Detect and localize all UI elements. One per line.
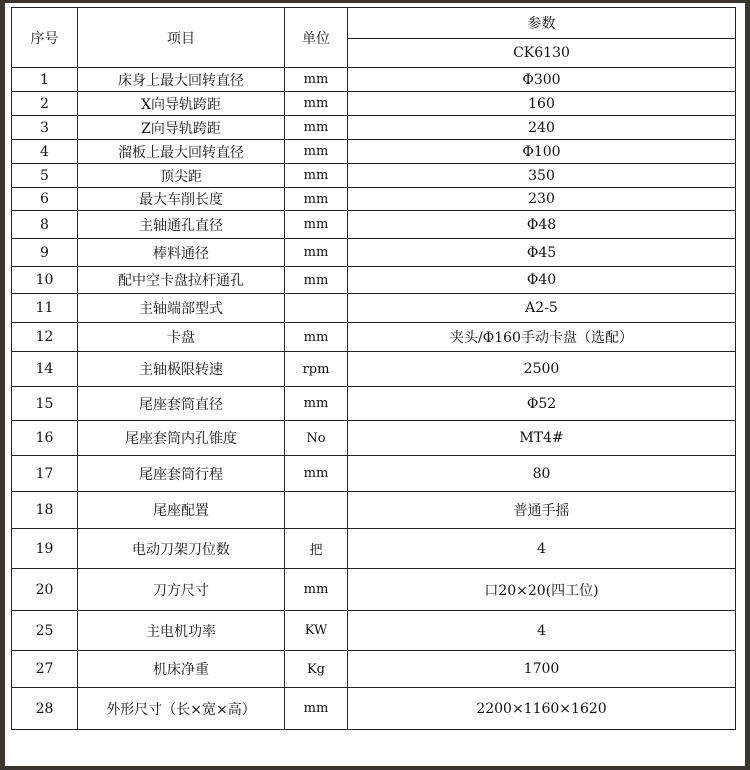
row-unit: mm [285, 688, 348, 730]
row-no: 18 [12, 492, 78, 529]
table-row [12, 68, 736, 92]
row-item: 尾座套筒行程 [78, 456, 285, 492]
table-row [12, 188, 736, 211]
row-value: Φ40 [348, 267, 736, 294]
row-value: 160 [348, 92, 736, 116]
table-row [12, 651, 736, 688]
row-item: 尾座套筒直径 [78, 387, 285, 421]
row-unit: mm [285, 164, 348, 188]
table-row [12, 239, 736, 267]
row-item: 床身上最大回转直径 [78, 68, 285, 92]
row-value: A2-5 [348, 294, 736, 323]
row-unit: mm [285, 211, 348, 239]
row-no: 10 [12, 267, 78, 294]
table-row [12, 387, 736, 421]
table-row [12, 323, 736, 352]
header-no: 序号 [12, 8, 78, 68]
row-no: 16 [12, 421, 78, 456]
row-value: 夹头/Φ160手动卡盘（选配） [348, 323, 736, 352]
row-value: 80 [348, 456, 736, 492]
table-row [12, 116, 736, 140]
table-row [12, 267, 736, 294]
row-no: 4 [12, 140, 78, 164]
row-no: 28 [12, 688, 78, 730]
row-item: Z向导轨跨距 [78, 116, 285, 140]
header-item: 项目 [78, 8, 285, 68]
row-value: Φ45 [348, 239, 736, 267]
table-row [12, 421, 736, 456]
row-no: 17 [12, 456, 78, 492]
row-no: 19 [12, 529, 78, 569]
header-unit: 单位 [285, 8, 348, 68]
row-value: 4 [348, 529, 736, 569]
row-no: 5 [12, 164, 78, 188]
row-item: 主轴端部型式 [78, 294, 285, 323]
table-row [12, 211, 736, 239]
row-no: 20 [12, 569, 78, 611]
row-unit: mm [285, 116, 348, 140]
row-item: 尾座配置 [78, 492, 285, 529]
row-no: 6 [12, 188, 78, 211]
table-row [12, 456, 736, 492]
row-unit: mm [285, 188, 348, 211]
row-value: 普通手摇 [348, 492, 736, 529]
row-unit: mm [285, 456, 348, 492]
table-row [12, 294, 736, 323]
row-item: 主轴极限转速 [78, 352, 285, 387]
row-unit: mm [285, 239, 348, 267]
row-value: 1700 [348, 651, 736, 688]
row-unit: mm [285, 387, 348, 421]
row-no: 27 [12, 651, 78, 688]
row-item: 外形尺寸（长×宽×高） [78, 688, 285, 730]
row-unit: Kg [285, 651, 348, 688]
row-value: 2500 [348, 352, 736, 387]
row-value: MT4# [348, 421, 736, 456]
row-no: 12 [12, 323, 78, 352]
table-row [12, 611, 736, 651]
row-unit: rpm [285, 352, 348, 387]
row-item: 主轴通孔直径 [78, 211, 285, 239]
row-item: 机床净重 [78, 651, 285, 688]
row-unit: mm [285, 68, 348, 92]
row-no: 8 [12, 211, 78, 239]
row-value: 350 [348, 164, 736, 188]
row-no: 9 [12, 239, 78, 267]
spec-table [11, 7, 736, 730]
row-unit: mm [285, 92, 348, 116]
table-row [12, 164, 736, 188]
row-unit: No [285, 421, 348, 456]
row-item: 尾座套筒内孔锥度 [78, 421, 285, 456]
row-item: 配中空卡盘拉杆通孔 [78, 267, 285, 294]
row-item: 最大车削长度 [78, 188, 285, 211]
row-unit: mm [285, 323, 348, 352]
row-item: X向导轨跨距 [78, 92, 285, 116]
row-value: 230 [348, 188, 736, 211]
spec-sheet [5, 3, 745, 766]
row-item: 顶尖距 [78, 164, 285, 188]
table-row [12, 688, 736, 730]
row-item: 卡盘 [78, 323, 285, 352]
header-model: CK6130 [348, 39, 736, 68]
table-row [12, 529, 736, 569]
row-unit [285, 294, 348, 323]
row-unit: mm [285, 267, 348, 294]
row-no: 2 [12, 92, 78, 116]
row-item: 主电机功率 [78, 611, 285, 651]
row-value: 2200×1160×1620 [348, 688, 736, 730]
row-item: 溜板上最大回转直径 [78, 140, 285, 164]
row-value: 4 [348, 611, 736, 651]
row-value: Φ100 [348, 140, 736, 164]
row-value: 240 [348, 116, 736, 140]
row-item: 电动刀架刀位数 [78, 529, 285, 569]
header-row [12, 8, 736, 39]
row-unit: mm [285, 140, 348, 164]
header-params: 参数 [348, 8, 736, 39]
table-row [12, 92, 736, 116]
row-unit: 把 [285, 529, 348, 569]
row-unit: mm [285, 569, 348, 611]
row-value: 口20×20(四工位) [348, 569, 736, 611]
table-row [12, 492, 736, 529]
table-row [12, 352, 736, 387]
row-item: 刀方尺寸 [78, 569, 285, 611]
row-no: 11 [12, 294, 78, 323]
row-no: 15 [12, 387, 78, 421]
row-no: 3 [12, 116, 78, 140]
row-unit [285, 492, 348, 529]
row-no: 25 [12, 611, 78, 651]
row-value: Φ300 [348, 68, 736, 92]
table-row [12, 569, 736, 611]
row-no: 1 [12, 68, 78, 92]
row-no: 14 [12, 352, 78, 387]
row-value: Φ52 [348, 387, 736, 421]
row-unit: KW [285, 611, 348, 651]
table-row [12, 140, 736, 164]
row-value: Φ48 [348, 211, 736, 239]
row-item: 棒料通径 [78, 239, 285, 267]
